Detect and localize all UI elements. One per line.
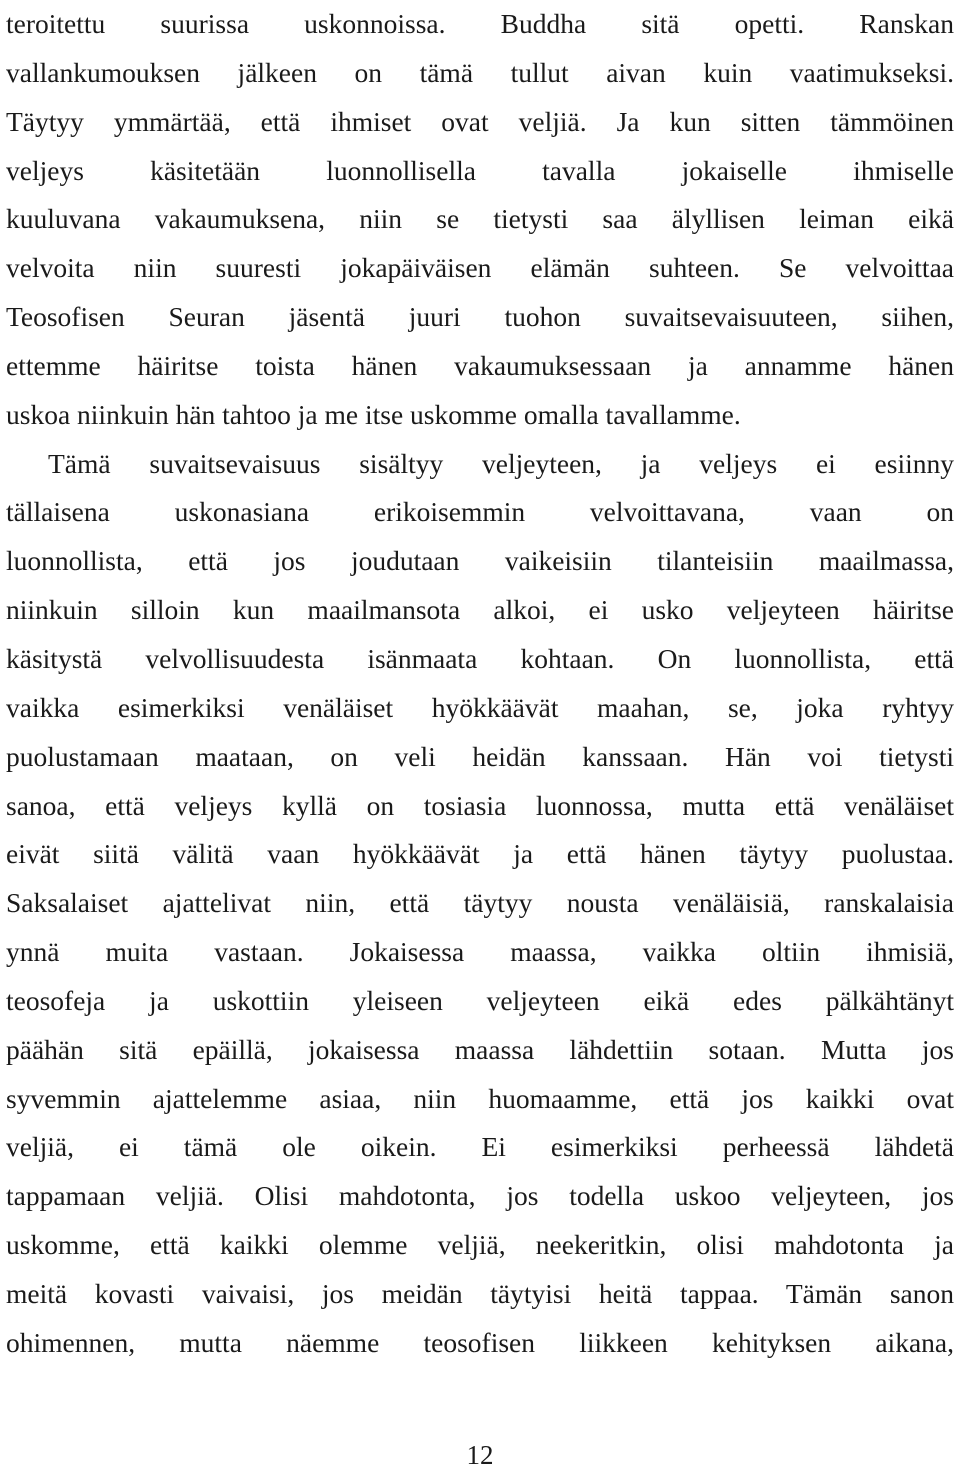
text-line: ohimennen, mutta näemme teosofisen liikkeen kehityksen aikana, xyxy=(6,1326,954,1358)
text-line: Saksalaiset ajattelivat niin, että täytyy nousta venäläisiä, ranskalaisia xyxy=(6,887,954,919)
text-line: syvemmin ajattelemme asiaa, niin huomaamme, että jos kaikki ovat xyxy=(6,1082,954,1114)
text-line: tällaisena uskonasiana erikoisemmin velvoittavana, vaan on xyxy=(6,496,954,528)
text-line: sanoa, että veljeys kyllä on tosiasia luonnossa, mutta että venäläiset xyxy=(6,789,954,821)
text-line: niinkuin silloin kun maailmansota alkoi, ei usko veljeyteen häiritse xyxy=(6,594,954,626)
text-line: veljeys käsitetään luonnollisella tavalla jokaiselle ihmiselle xyxy=(6,154,954,186)
paragraph-2 xyxy=(6,440,954,1368)
text-line: puolustamaan maataan, on veli heidän kanssaan. Hän voi tietysti xyxy=(6,740,954,772)
text-line: meitä kovasti vaivaisi, jos meidän täytyisi heitä tappaa. Tämän sanon xyxy=(6,1277,954,1309)
text-line: tappamaan veljiä. Olisi mahdotonta, jos todella uskoo veljeyteen, jos xyxy=(6,1180,954,1212)
text-line: uskomme, että kaikki olemme veljiä, neekeritkin, olisi mahdotonta ja xyxy=(6,1229,954,1261)
text-line: Teosofisen Seuran jäsentä juuri tuohon suvaitsevaisuuteen, siihen, xyxy=(6,301,954,333)
text-line: vallankumouksen jälkeen on tämä tullut aivan kuin vaatimukseksi. xyxy=(6,56,954,88)
text-line: luonnollista, että jos joudutaan vaikeisiin tilanteisiin maailmassa, xyxy=(6,545,954,577)
text-line: uskoa niinkuin hän tahtoo ja me itse uskomme omalla tavallamme. xyxy=(6,398,741,430)
text-line: eivät siitä välitä vaan hyökkäävät ja että hänen täytyy puolustaa. xyxy=(6,838,954,870)
page-number: 12 xyxy=(466,1440,494,1470)
paragraph-1 xyxy=(6,0,954,440)
text-line: käsitystä velvollisuudesta isänmaata kohtaan. On luonnollista, että xyxy=(6,642,954,674)
text-line: veljiä, ei tämä ole oikein. Ei esimerkiksi perheessä lähdetä xyxy=(6,1131,954,1163)
text-line: velvoita niin suuresti jokapäiväisen elämän suhteen. Se velvoittaa xyxy=(6,252,954,284)
text-line: vaikka esimerkiksi venäläiset hyökkäävät maahan, se, joka ryhtyy xyxy=(6,691,954,723)
text-line: Täytyy ymmärtää, että ihmiset ovat veljiä. Ja kun sitten tämmöinen xyxy=(6,105,954,137)
text-line: ettemme häiritse toista hänen vakaumuksessaan ja annamme hänen xyxy=(6,349,954,381)
text-line: kuuluvana vakaumuksena, niin se tietysti saa älyllisen leiman eikä xyxy=(6,203,954,235)
text-line: päähän sitä epäillä, jokaisessa maassa lähdettiin sotaan. Mutta jos xyxy=(6,1033,954,1065)
text-line: teroitettu suurissa uskonnoissa. Buddha sitä opetti. Ranskan xyxy=(6,8,954,39)
text-line: teosofeja ja uskottiin yleiseen veljeyteen eikä edes pälkähtänyt xyxy=(6,984,954,1016)
text-line: Tämä suvaitsevaisuus sisältyy veljeyteen, ja veljeys ei esiinny xyxy=(48,447,954,479)
document-body xyxy=(6,0,954,1368)
text-line: ynnä muita vastaan. Jokaisessa maassa, vaikka oltiin ihmisiä, xyxy=(6,936,954,968)
